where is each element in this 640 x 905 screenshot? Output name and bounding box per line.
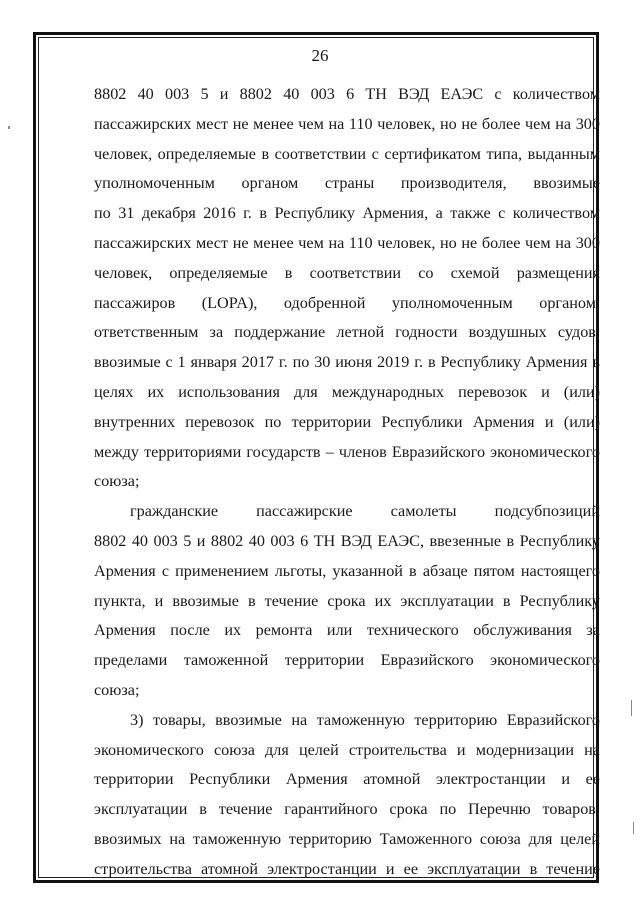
text-line: территории Республики Армения атомной электростанции и ее <box>94 770 600 789</box>
text-line: ввозимых на таможенную территорию Таможенного союза для целей <box>94 829 600 848</box>
text-line: союза; <box>94 680 140 699</box>
text-line: эксплуатации в течение гарантийного срока по Перечню товаров, <box>94 800 600 819</box>
text-line: 3) товары, ввозимые на таможенную территорию Евразийского <box>130 710 600 729</box>
text-line: гражданские пассажирские самолеты подсубпозиций <box>130 502 600 521</box>
text-line: пассажиров (LOPA), одобренной уполномоченным органом, <box>94 293 600 312</box>
text-line: пункта, и ввозимые в течение срока их эксплуатации в Республику <box>94 591 600 610</box>
text-line: Армения после их ремонта или технического обслуживания за <box>94 621 600 640</box>
scan-edge-mark <box>633 822 634 834</box>
text-line: уполномоченным органом страны производителя, ввозимые <box>94 174 600 193</box>
text-line: человек, определяемые в соответствии со схемой размещения <box>94 263 600 282</box>
text-line: союза; <box>94 472 140 491</box>
text-line: 8802 40 003 5 и 8802 40 003 6 ТН ВЭД ЕАЭС с количеством <box>94 85 600 103</box>
scan-edge-mark <box>631 700 632 716</box>
text-line: Армения с применением льготы, указанной в абзаце пятом настоящего <box>94 561 600 580</box>
page-number: 26 <box>311 46 329 65</box>
text-line: целях их использования для международных перевозок и (или) <box>94 382 600 401</box>
text-line: пассажирских мест не менее чем на 110 человек, но не более чем на 300 <box>94 233 600 252</box>
document-body <box>94 80 600 885</box>
text-line: ответственным за поддержание летной годности воздушных судов, <box>94 323 600 342</box>
text-line: экономического союза для целей строительства и модернизации на <box>94 740 600 759</box>
text-line: строительства атомной электростанции и ее эксплуатации в течение <box>94 859 600 878</box>
text-line: между территориями государств – членов Евразийского экономического <box>94 442 600 461</box>
text-line: внутренних перевозок по территории Республики Армения и (или) <box>94 412 600 431</box>
text-line: по 31 декабря 2016 г. в Республику Армения, а также с количеством <box>94 204 600 223</box>
text-line: 8802 40 003 5 и 8802 40 003 6 ТН ВЭД ЕАЭС, ввезенные в Республику <box>94 531 600 550</box>
text-line: пассажирских мест не менее чем на 110 человек, но не более чем на 300 <box>94 114 600 133</box>
scan-speck <box>8 126 10 129</box>
text-line: пределами таможенной территории Евразийского экономического <box>94 651 600 670</box>
text-line: человек, определяемые в соответствии с сертификатом типа, выданным <box>94 144 600 163</box>
text-line: ввозимые с 1 января 2017 г. по 30 июня 2019 г. в Республику Армения в <box>94 353 600 372</box>
